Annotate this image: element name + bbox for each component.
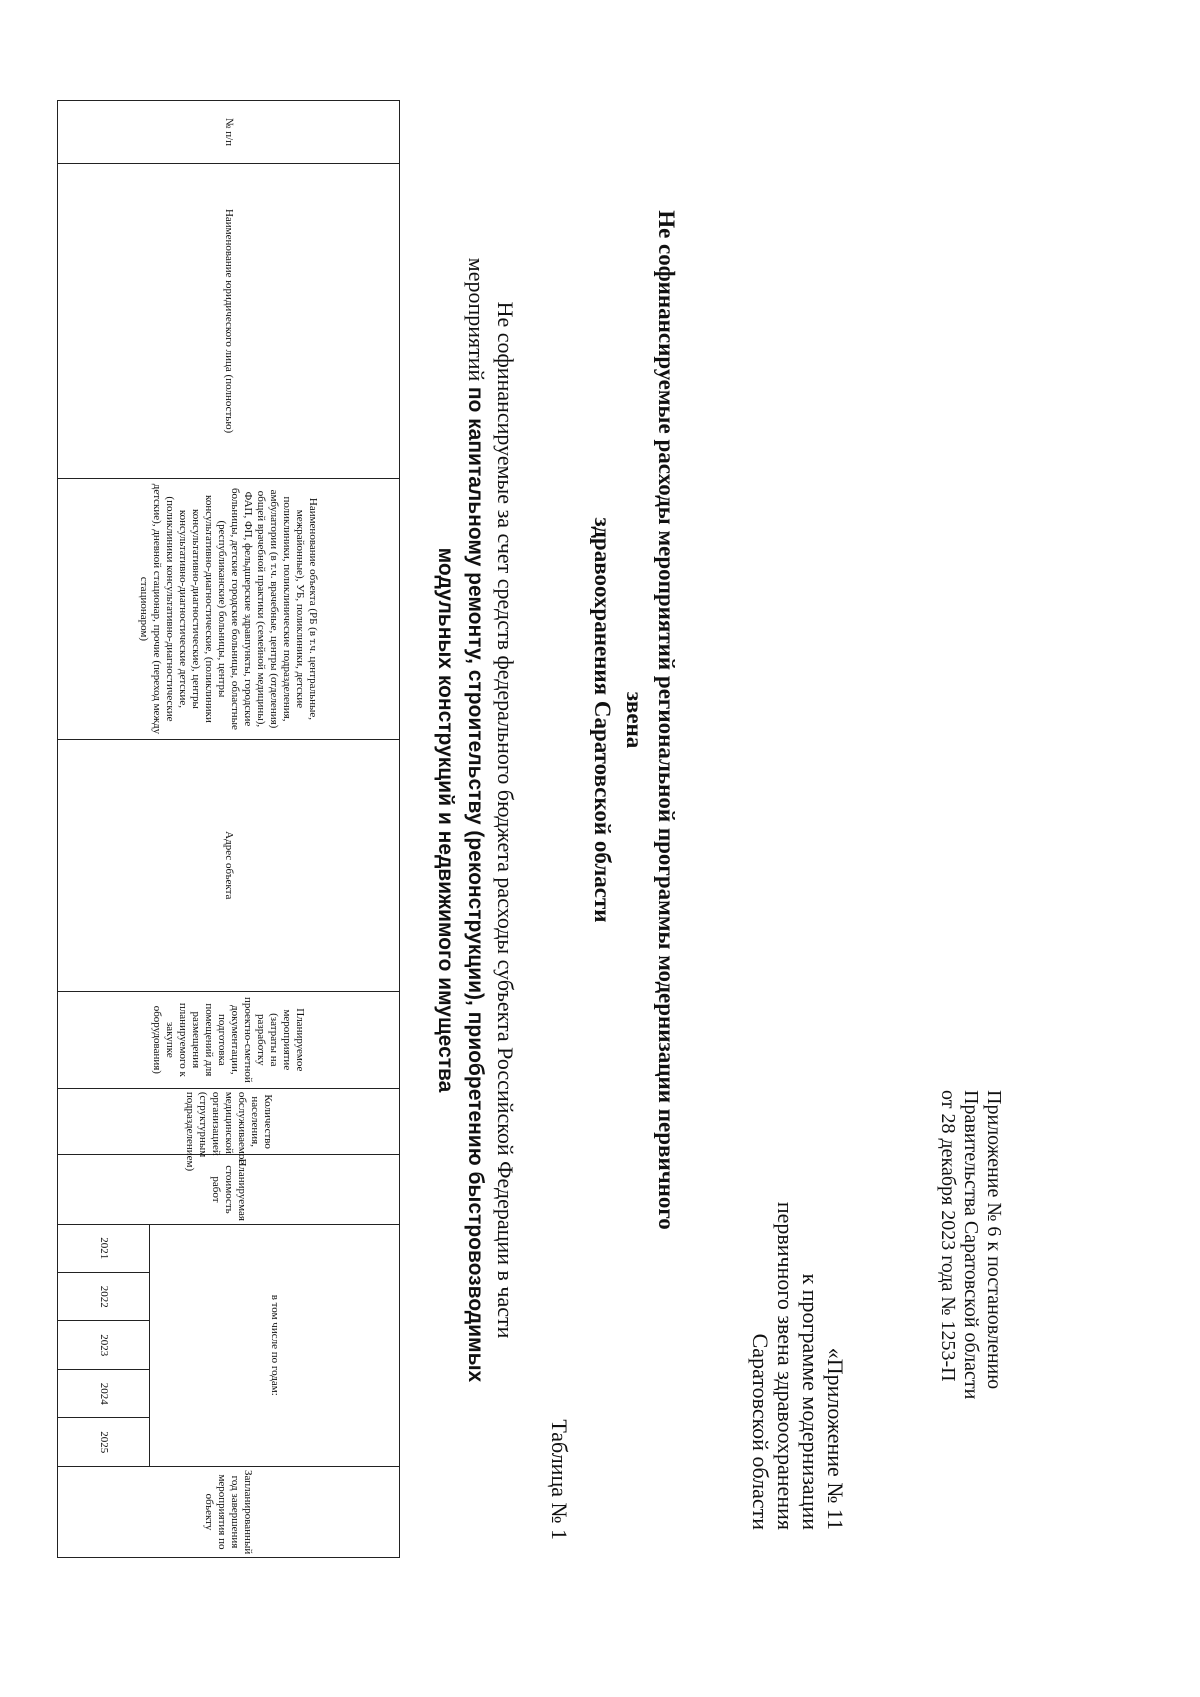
annex-line: к программе модернизации xyxy=(798,1273,823,1530)
col-header-years-group: в том числе по годам: xyxy=(150,1224,400,1466)
measures-table xyxy=(57,100,400,1558)
description-text: мероприятий xyxy=(464,257,489,387)
col-header-planned-cost: Планируемая стоимость работ xyxy=(58,1155,400,1224)
year-header-cell: 2025 xyxy=(58,1418,150,1467)
title-line: здравоохранения Саратовской области xyxy=(590,517,615,923)
year-header-cell: 2022 xyxy=(58,1273,150,1321)
col-header-planned-activity: Планируемое мероприятие (затраты на разработку проектно-сметной документации, подготовка помещений для размещения планируемого к закупке оборудования) xyxy=(58,991,400,1088)
year-header-cell: 2023 xyxy=(58,1321,150,1369)
annex-line: «Приложение № 11 xyxy=(823,1347,848,1530)
resolution-header xyxy=(936,1090,1005,1570)
col-header-completion-year: Запланированный год завершения мероприятия по объекту xyxy=(58,1466,400,1557)
header-line: Правительства Саратовской области xyxy=(960,1090,982,1400)
title-line: Не софинансируемые расходы мероприятий региональной программы модернизации первичного звена xyxy=(622,210,679,1230)
col-header-number: № п/п xyxy=(58,101,400,164)
table-description xyxy=(431,90,520,1550)
annex-line: первичного звена здравоохранения xyxy=(773,1201,798,1530)
table-number-label: Таблица № 1 xyxy=(547,1419,572,1540)
header-line: Приложение № 6 к постановлению xyxy=(983,1090,1005,1390)
col-header-object-name: Наименование объекта (РБ (в т.ч. центральные, межрайонные), УБ, поликлиники, детские поликлиники, поликлинические подразделения, амбулатории (в т.ч. врачебные, центры (отделения) общей врачебной практики (семейной медицины), ФАП, ФП, фельдшерские здравпункты, городские больницы, детские городские больницы, областные (республиканские) больницы, центры консультативно-диагностические, (поликлиники консультативно-диагностические), центры консультативно-диагностические детские, (поликлиники консультативно-диагностические детские), дневной стационар, прочие (переход между стационаром) xyxy=(58,479,400,740)
description-line-1: Не софинансируемые за счет средств федерального бюджета расходы субъекта Российской Федерации в части xyxy=(493,301,518,1339)
program-annex-header xyxy=(748,1110,848,1530)
description-line-3 xyxy=(431,90,461,1550)
col-header-address: Адрес объекта xyxy=(58,739,400,991)
col-header-legal-entity: Наименование юридического лица (полностью) xyxy=(58,164,400,479)
description-bold-text: модульных конструкций и недвижимого имущества xyxy=(434,547,457,1093)
document-title xyxy=(586,180,682,1260)
annex-line: Саратовской области xyxy=(748,1333,773,1530)
header-line: от 28 декабря 2023 года № 1253-П xyxy=(937,1090,959,1382)
year-header-cell: 2024 xyxy=(58,1369,150,1417)
col-header-population: Количество населения, обслуживаемое медицинской организацией (структурным подразделением) xyxy=(58,1088,400,1155)
description-bold-text: по капитальному ремонту, строительству (реконструкции), приобретению быстровозводимых xyxy=(464,386,487,1383)
year-header-cell: 2021 xyxy=(58,1224,150,1272)
description-line-2 xyxy=(461,90,491,1550)
